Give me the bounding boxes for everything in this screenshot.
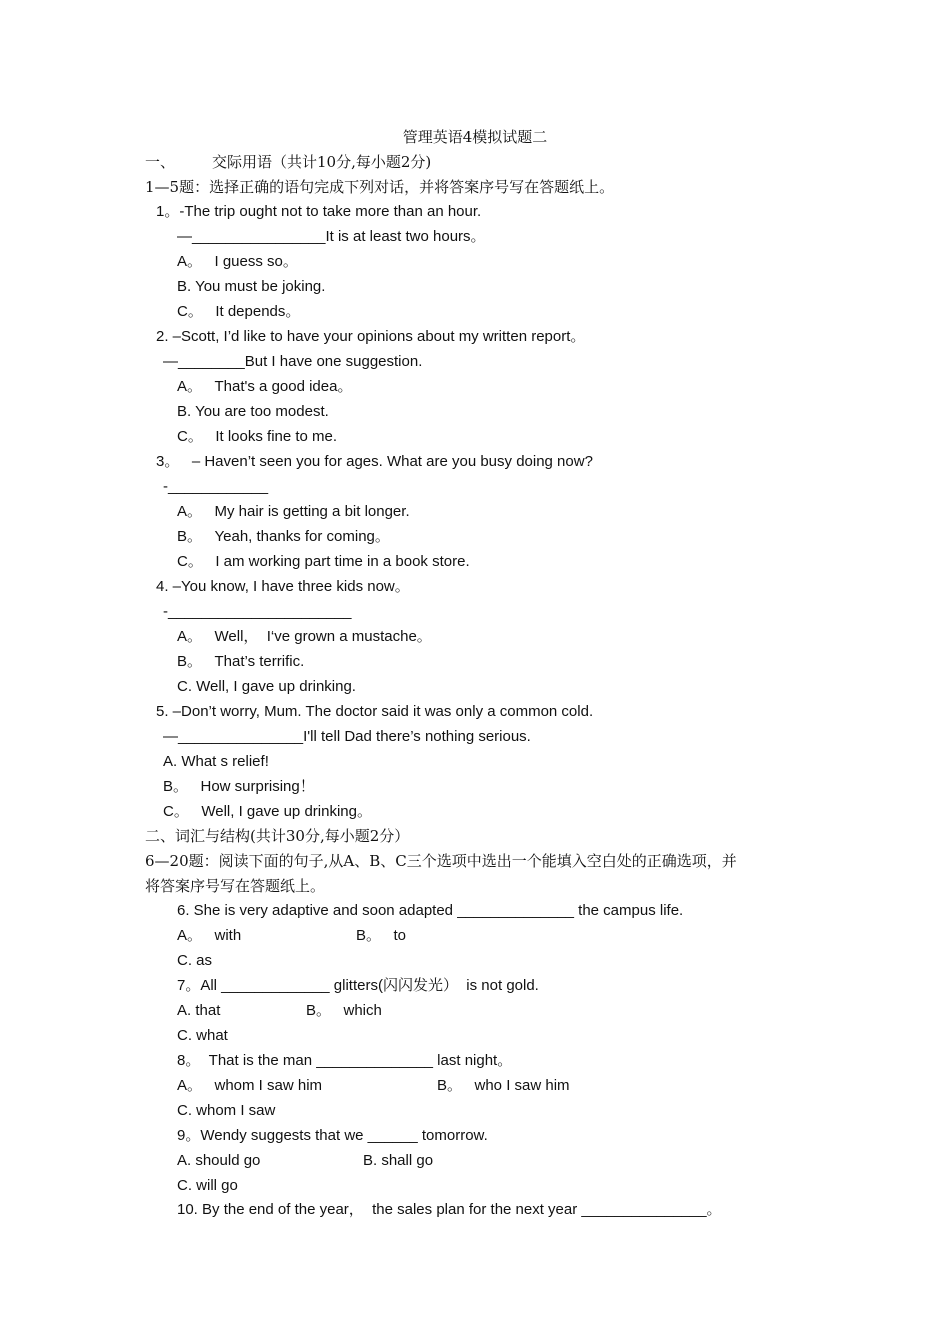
question-5-stem: 5. –Don’t worry, Mum. The doctor said it was only a common cold. [156, 703, 594, 720]
question-4-stem: 4. –You know, I have three kids now。 [156, 578, 410, 595]
question-1-stem: 1。-The trip ought not to take more than an hour. [156, 203, 482, 220]
question-3-stem: 3。 – Haven’t seen you for ages. What are you busy doing now? [156, 453, 593, 470]
section1-heading: 交际用语（共计10分,每小题2分) [212, 153, 432, 171]
question-6-stem: 6. She is very adaptive and soon adapted ______________ the campus life. [177, 902, 684, 919]
question-9-option-c: C. will go [177, 1177, 238, 1194]
section2-heading: 二、词汇与结构(共计30分,每小题2分） [145, 827, 410, 845]
question-5-reply: —_______________I'll tell Dad there’s nothing serious. [163, 728, 531, 745]
question-5-option-b: B。 How surprising！ [163, 778, 315, 795]
question-1-option-b: B. You must be joking. [177, 278, 326, 295]
question-10-stem: 10. By the end of the year， the sales plan for the next year _______________。 [177, 1201, 722, 1218]
question-4-reply: -______________________ [163, 603, 352, 620]
question-4-option-b: B。 That’s terrific. [177, 653, 305, 670]
question-3-option-b: B。 Yeah, thanks for coming。 [177, 528, 390, 545]
question-2-option-b: B. You are too modest. [177, 403, 329, 420]
question-8-option-a: A。 whom I saw him [177, 1077, 323, 1094]
question-6-option-a: A。 with [177, 927, 242, 944]
question-1-reply: —________________It is at least two hours。 [177, 228, 486, 245]
question-3-option-c: C。 I am working part time in a book store. [177, 553, 470, 570]
question-4-option-a: A。 Well， I‘ve grown a mustache。 [177, 628, 432, 645]
question-9-option-a: A. should go [177, 1152, 261, 1169]
question-8-option-b: B。 who I saw him [437, 1077, 570, 1094]
question-3-reply: -____________ [163, 478, 269, 495]
question-2-reply: —________But I have one suggestion. [163, 353, 423, 370]
question-5-option-c: C。 Well, I gave up drinking。 [163, 803, 372, 820]
question-7-option-c: C. what [177, 1027, 228, 1044]
question-6-option-b: B。 to [356, 927, 407, 944]
section2-instruction-line-2: 将答案序号写在答题纸上。 [145, 877, 326, 895]
section1-instruction: 1—5题：选择正确的语句完成下列对话，并将答案序号写在答题纸上。 [145, 178, 615, 196]
page-title: 管理英语4模拟试题二 [402, 128, 548, 146]
question-1-option-a: A。 I guess so。 [177, 253, 298, 270]
question-9-option-b: B. shall go [363, 1152, 434, 1169]
question-1-option-c: C。 It depends。 [177, 303, 301, 320]
question-8-stem: 8。 That is the man ______________ last night。 [177, 1052, 513, 1069]
question-7-option-b: B。 which [306, 1002, 382, 1019]
section2-instruction-line-1: 6—20题：阅读下面的句子,从A、B、C三个选项中选出一个能填入空白处的正确选项，并 [145, 852, 737, 870]
question-4-option-c: C. Well, I gave up drinking. [177, 678, 356, 695]
question-2-option-c: C。 It looks fine to me. [177, 428, 338, 445]
question-5-option-a: A. What s relief! [163, 753, 269, 770]
question-6-option-c: C. as [177, 952, 213, 969]
question-2-option-a: A。 That's a good idea。 [177, 378, 353, 395]
question-7-stem: 7。All _____________ glitters(闪闪发光） is not gold. [177, 977, 539, 994]
question-7-option-a: A. that [177, 1002, 221, 1019]
question-3-option-a: A。 My hair is getting a bit longer. [177, 503, 410, 520]
section1-heading-number: 一、 [145, 153, 176, 171]
question-2-stem: 2. –Scott, I’d like to have your opinions about my written report。 [156, 328, 586, 345]
question-9-stem: 9。Wendy suggests that we ______ tomorrow. [177, 1127, 488, 1144]
question-8-option-c: C. whom I saw [177, 1102, 276, 1119]
